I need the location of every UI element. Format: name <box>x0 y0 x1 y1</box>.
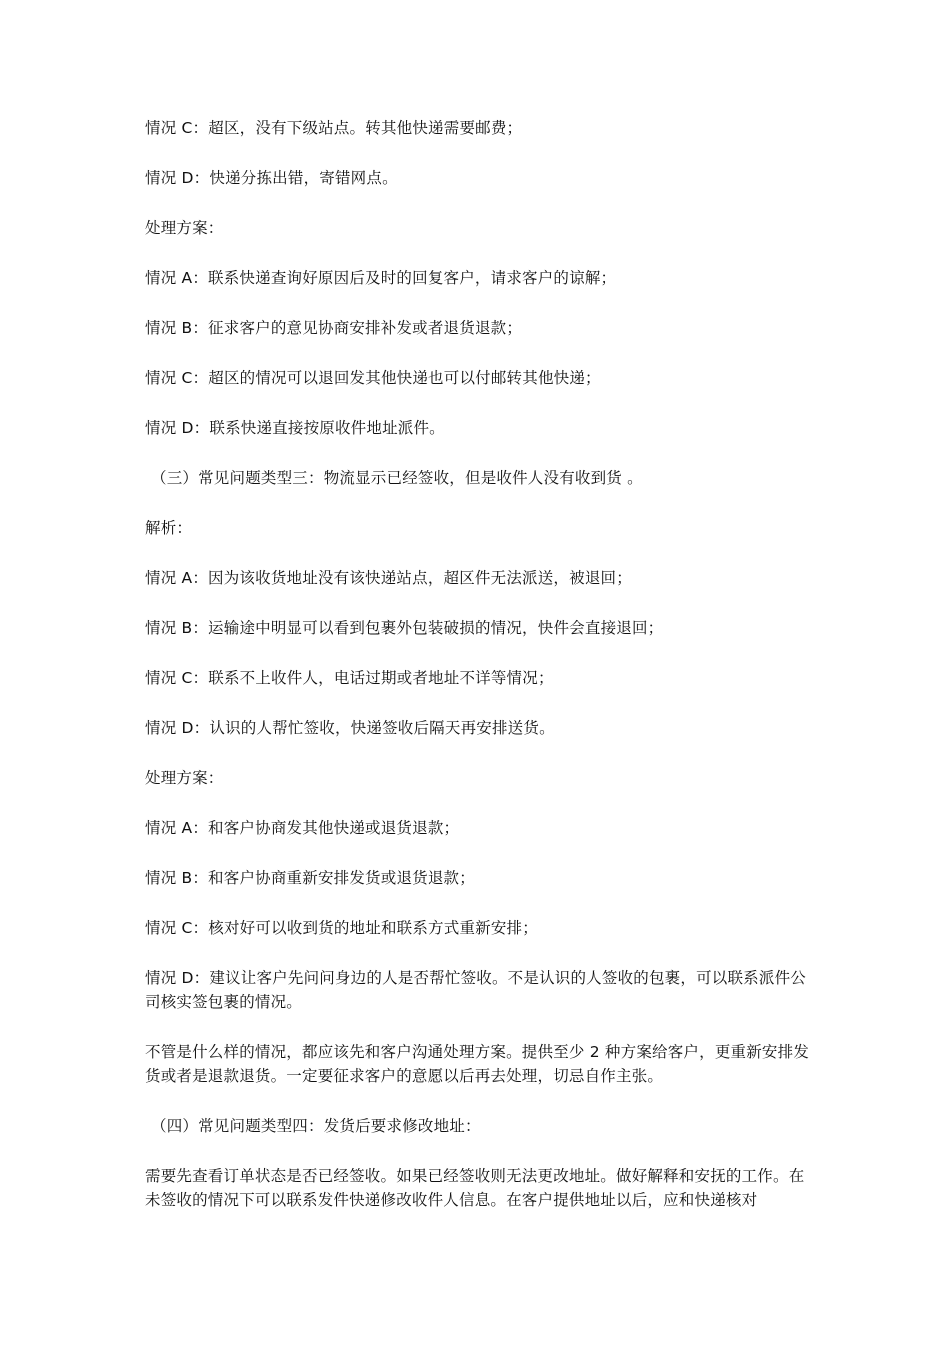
analysis-heading: 解析： <box>145 519 193 537</box>
document-body <box>145 116 810 1238</box>
solution-case-d: 情况 D：联系快递直接按原收件地址派件。 <box>145 419 445 437</box>
analysis-case-c: 情况 C：联系不上收件人，电话过期或者地址不详等情况； <box>145 669 554 687</box>
section-three-heading: （三）常见问题类型三：物流显示已经签收，但是收件人没有收到货 。 <box>151 469 643 487</box>
section-four-heading: （四）常见问题类型四：发货后要求修改地址： <box>151 1117 481 1135</box>
solution2-case-d: 情况 D：建议让客户先问问身边的人是否帮忙签收。不是认识的人签收的包裹，可以联系派件公司核实签包裹的情况。 <box>145 969 806 1011</box>
case-c-description: 情况 C：超区，没有下级站点。转其他快递需要邮费； <box>145 119 523 137</box>
section-four-body: 需要先查看订单状态是否已经签收。如果已经签收则无法更改地址。做好解释和安抚的工作。在未签收的情况下可以联系发件快递修改收件人信息。在客户提供地址以后，应和快递核对 <box>145 1167 805 1209</box>
solution-case-b: 情况 B：征求客户的意见协商安排补发或者退货退款； <box>145 319 523 337</box>
analysis-case-d: 情况 D：认识的人帮忙签收，快递签收后隔天再安排送货。 <box>145 719 555 737</box>
analysis-case-a: 情况 A：因为该收货地址没有该快递站点，超区件无法派送，被退回； <box>145 569 632 587</box>
analysis-case-b: 情况 B：运输途中明显可以看到包裹外包装破损的情况，快件会直接退回； <box>145 619 664 637</box>
solution2-case-a: 情况 A：和客户协商发其他快递或退货退款； <box>145 819 460 837</box>
solution-case-a: 情况 A：联系快递查询好原因后及时的回复客户，请求客户的谅解； <box>145 269 617 287</box>
solution-heading-2: 处理方案： <box>145 769 224 787</box>
solution2-case-b: 情况 B：和客户协商重新安排发货或退货退款； <box>145 869 475 887</box>
case-d-description: 情况 D：快递分拣出错，寄错网点。 <box>145 169 398 187</box>
solution-heading: 处理方案： <box>145 219 224 237</box>
solution-case-c: 情况 C：超区的情况可以退回发其他快递也可以付邮转其他快递； <box>145 369 601 387</box>
solution2-case-c: 情况 C：核对好可以收到货的地址和联系方式重新安排； <box>145 919 538 937</box>
summary-paragraph: 不管是什么样的情况，都应该先和客户沟通处理方案。提供至少 2 种方案给客户，更重新安排发货或者是退款退货。一定要征求客户的意愿以后再去处理，切忌自作主张。 <box>145 1043 810 1085</box>
